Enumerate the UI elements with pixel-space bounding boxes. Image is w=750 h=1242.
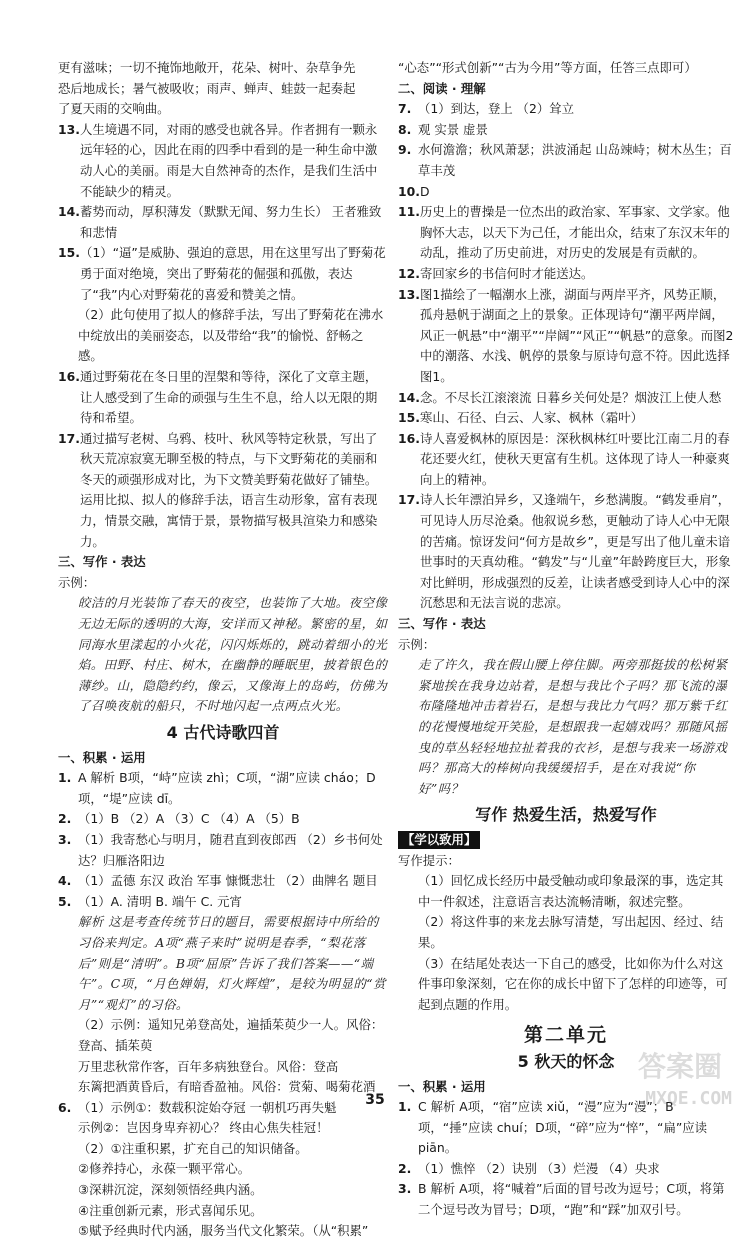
watermark-logo <box>582 1049 732 1109</box>
answer-item: （2）①注重积累，扩充自己的知识储备。 <box>78 1140 308 1156</box>
answer-item: 13. 图1描绘了一幅潮水上涨，湖面与两岸平齐，风势正顺，孤舟悬帆于湖面之上的景象。正体现诗句“潮平两岸阔，风正一帆悬”中“潮平”“岸阔”“风正”“帆悬”的意象。而图2中的潮落、水浅、帆停的景象与原诗句意不符。因此选择图1。 <box>398 286 734 384</box>
writing-title: 写作 热爱生活，热爱写作 <box>475 805 657 825</box>
left-top-line-1: 更有滋味；一切不掩饰地敞开，花朵、树叶、杂草争先 <box>58 60 356 75</box>
writing-hint: （1）回忆成长经历中最受触动或印象最深的事，选定其中一件叙述，注意语言表达流畅清晰，叙述完整。 <box>418 873 724 909</box>
answer-item: （2）此句使用了拟人的修辞手法，写出了野菊花在沸水中绽放出的美丽姿态，以及带给“我”的愉悦、舒畅之感。 <box>78 307 384 364</box>
answer-item: ④注重创新元素，形式喜闻乐见。 <box>78 1202 263 1218</box>
answer-item: 10. D <box>398 183 430 199</box>
watermark-logo-text: 答案圈 <box>637 1050 722 1083</box>
answer-item: 7. （1）到达，登上 （2）耸立 <box>398 101 575 117</box>
writing-hint: （2）将这件事的来龙去脉写清楚，写出起因、经过、结果。 <box>418 914 724 950</box>
answer-item: 15. （1）“逼”是威胁、强迫的意思，用在这里写出了野菊花勇于面对绝境，突出了野菊花的倔强和孤傲，表达了“我”内心对野菊花的喜爱和赞美之情。 <box>58 245 386 302</box>
answer-item: ②修养持心，永葆一颗平常心。 <box>78 1161 251 1177</box>
hint-label: 写作提示： <box>398 852 460 868</box>
answer-item: 5. （1）A. 清明 B. 端午 C. 元宵 <box>58 893 242 909</box>
left-top-line-3: 了夏天雨的交响曲。 <box>58 101 170 117</box>
section-heading-accumulation: 一、积累 · 运用 <box>398 1078 486 1094</box>
answer-item: 16. 诗人喜爱枫林的原因是：深秋枫林红叶要比江南二月的春花还要火红，使秋天更富有生机。这体现了诗人一种豪爽向上的精神。 <box>398 430 730 487</box>
answer-item: 16. 通过野菊花在冬日里的涅槃和等待，深化了文章主题，让人感受到了生命的顽强与生生不息，给人以无限的期待和希望。 <box>58 368 378 426</box>
answer-item: 1. A 解析 B项，“峙”应读 zhì；C项，“湖”应读 cháo；D项，“堤”应读 dī。 <box>58 770 376 806</box>
right-top-line: “心态”“形式创新”“古为今用”等方面，任答三点即可） <box>398 60 697 75</box>
answer-item: 14. 念。不尽长江滚滚流 日暮乡关何处是？烟波江上使人愁 <box>398 389 722 405</box>
section-heading-reading: 二、阅读 · 理解 <box>398 80 486 96</box>
answer-item: 万里悲秋常作客，百年多病独登台。风俗：登高 <box>78 1058 339 1074</box>
answer-item: ③深耕沉淀，深刻领悟经典内涵。 <box>78 1182 263 1198</box>
section-heading-writing: 三、写作 · 表达 <box>398 616 486 632</box>
writing-hint: （3）在结尾处表达一下自己的感受，比如你为什么对这件事印象深刻，它在你的成长中留下了怎样的印迹等，可起到点题的作用。 <box>418 955 728 1012</box>
section-heading-writing: 三、写作 · 表达 <box>58 554 146 570</box>
answer-item: 9. 水何澹澹；秋风萧瑟；洪波涌起 山岛竦峙；树木丛生；百草丰茂 <box>398 142 732 178</box>
answer-item: 14. 蓄势而动，厚积薄发（默默无闻、努力生长） 王者雅致和悲情 <box>58 204 382 240</box>
unit-title: 第二单元 <box>523 1024 608 1047</box>
answer-item: 15. 寒山、石径、白云、人家、枫林（霜叶） <box>398 410 643 426</box>
answer-item: 6. （1）示例①：数载积淀始夺冠 一朝机巧再失魁 <box>58 1099 337 1115</box>
example-label: 示例： <box>398 636 436 652</box>
handwritten-example: 走了许久，我在假山腰上停住脚。两旁那挺拔的松树紧紧地挨在我身边站着，是想与我比个子吗？那飞流的瀑布隆隆地冲击着岩石，是想与我比力气吗？那万紫千红的花慢慢地绽开笑脸，是想跟我一起嬉戏吗？那随风摇曳的草丛轻轻地拉扯着我的衣衫，是想与我来一场游戏吗？那高大的棒树向我缓缓招手，是在对我说“你好”吗？ <box>418 657 728 796</box>
handwritten-example: 皎洁的月光装饰了春天的夜空，也装饰了大地。夜空像无边无际的透明的大海，安详而又神秘。繁密的星，如同海水里漾起的小火花，闪闪烁烁的，跳动着细小的光焰。田野、村庄、树木，在幽静的睡眠里，披着银色的薄纱。山，隐隐约约，像云，又像海上的岛屿，仿佛为了召唤夜航的船只，不时地闪起一点两点火光。 <box>78 595 388 714</box>
answer-item: 3. （1）我寄愁心与明月，随君直到夜郎西 （2）乡书何处达？归雁洛阳边 <box>58 831 383 868</box>
answer-item: 示例②：岂因身卑弃初心？ 终由心焦失桂冠！ <box>78 1120 329 1136</box>
answer-item: 1. C 解析 A项，“宿”应读 xiǔ，“漫”应为“漫”；B项，“捶”应读 chuí；D项，“碎”应为“悴”，“扁”应读 piān。 <box>398 1099 708 1156</box>
answer-item: 4. （1）孟德 东汉 政治 军事 慷慨悲壮 （2）曲牌名 题目 <box>58 873 378 889</box>
lesson-title: 4 古代诗歌四首 <box>166 723 280 742</box>
study-tag: 【学以致用】 <box>398 831 480 849</box>
analysis-text: 解析 这是考查传统节日的题目，需要根据诗中所给的习俗来判定。A项“燕子来时”说明是春季，“梨花落后”则是“清明”。B项“屈原”告诉了我们答案——“端午”。C项，“月色婵娟，灯火辉煌”，是较为明显的“赏月”“观灯”的习俗。 <box>78 914 387 1012</box>
answer-item: ⑤赋予经典时代内涵，服务当代文化繁荣。（从“积累” <box>78 1223 369 1239</box>
left-column <box>58 58 388 1242</box>
answer-item: 12. 寄回家乡的书信何时才能送达。 <box>398 265 594 281</box>
answer-item: 17. 诗人长年漂泊异乡，又逢端午，乡愁满腹。“鹤发垂肩”，可见诗人历尽沧桑。他叙说乡愁，更触动了诗人心中无限的苦痛。惊讶发问“何方是故乡”，更是写出了他儿童未谙世事时的天真幼稚。“鹤发”与“儿童”年龄跨度巨大，形象对比鲜明，形成强烈的反差，让读者感受到诗人心中的深沉愁思和无法言说的悲凉。 <box>398 492 731 611</box>
lesson-title: 5 秋天的怀念 <box>517 1051 615 1071</box>
answer-item: 3. B 解析 A项，将“喊着”后面的冒号改为逗号；C项，将第二个逗号改为冒号；D项，“跑”和“踩”加双引号。 <box>398 1181 725 1218</box>
section-heading-accumulation: 一、积累 · 运用 <box>58 749 146 765</box>
answer-item: （2）示例：遥知兄弟登高处，遍插茱萸少一人。风俗：登高、插茱萸 <box>78 1017 384 1053</box>
answer-item: 2. （1）憔悴 （2）诀别 （3）烂漫 （4）央求 <box>398 1160 660 1176</box>
answer-item: 17. 通过描写老树、乌鸦、枝叶、秋风等特定秋景，写出了秋天荒凉寂寞无聊至极的特点，与下文野菊花的美丽和冬天的顽强形成对比，为下文赞美野菊花做好了铺垫。运用比拟、拟人的修辞手法，语言生动形象，富有表现力，情景交融，寓情于景，景物描写极具渲染力和感染力。 <box>58 430 378 549</box>
answer-item: 8. 观 实景 虚景 <box>398 121 488 137</box>
example-label: 示例： <box>58 574 96 590</box>
watermark-url: MXQE.COM <box>645 1088 732 1109</box>
answer-item: 11. 历史上的曹操是一位杰出的政治家、军事家、文学家。他胸怀大志，以天下为己任，才能出众，结束了东汉末年的动乱，推动了历史前进，对历史的发展是有贡献的。 <box>398 204 730 261</box>
answer-item: 13. 人生境遇不同，对雨的感受也就各异。作者拥有一颗永远年轻的心，因此在雨的四季中看到的是一种生命中激动人心的美丽。雨是大自然神奇的杰作，是我们生活中不能缺少的精灵。 <box>58 121 378 199</box>
answer-item: 东篱把酒黄昏后，有暗香盈袖。风俗：赏菊、喝菊花酒 <box>78 1079 376 1095</box>
page-number: 35 <box>365 1092 385 1108</box>
answer-item: 2. （1）B （2）A （3）C （4）A （5）B <box>58 811 300 827</box>
left-top-line-2: 恐后地成长；暑气被吸收；雨声、蝉声、蛙鼓一起奏起 <box>58 80 356 96</box>
